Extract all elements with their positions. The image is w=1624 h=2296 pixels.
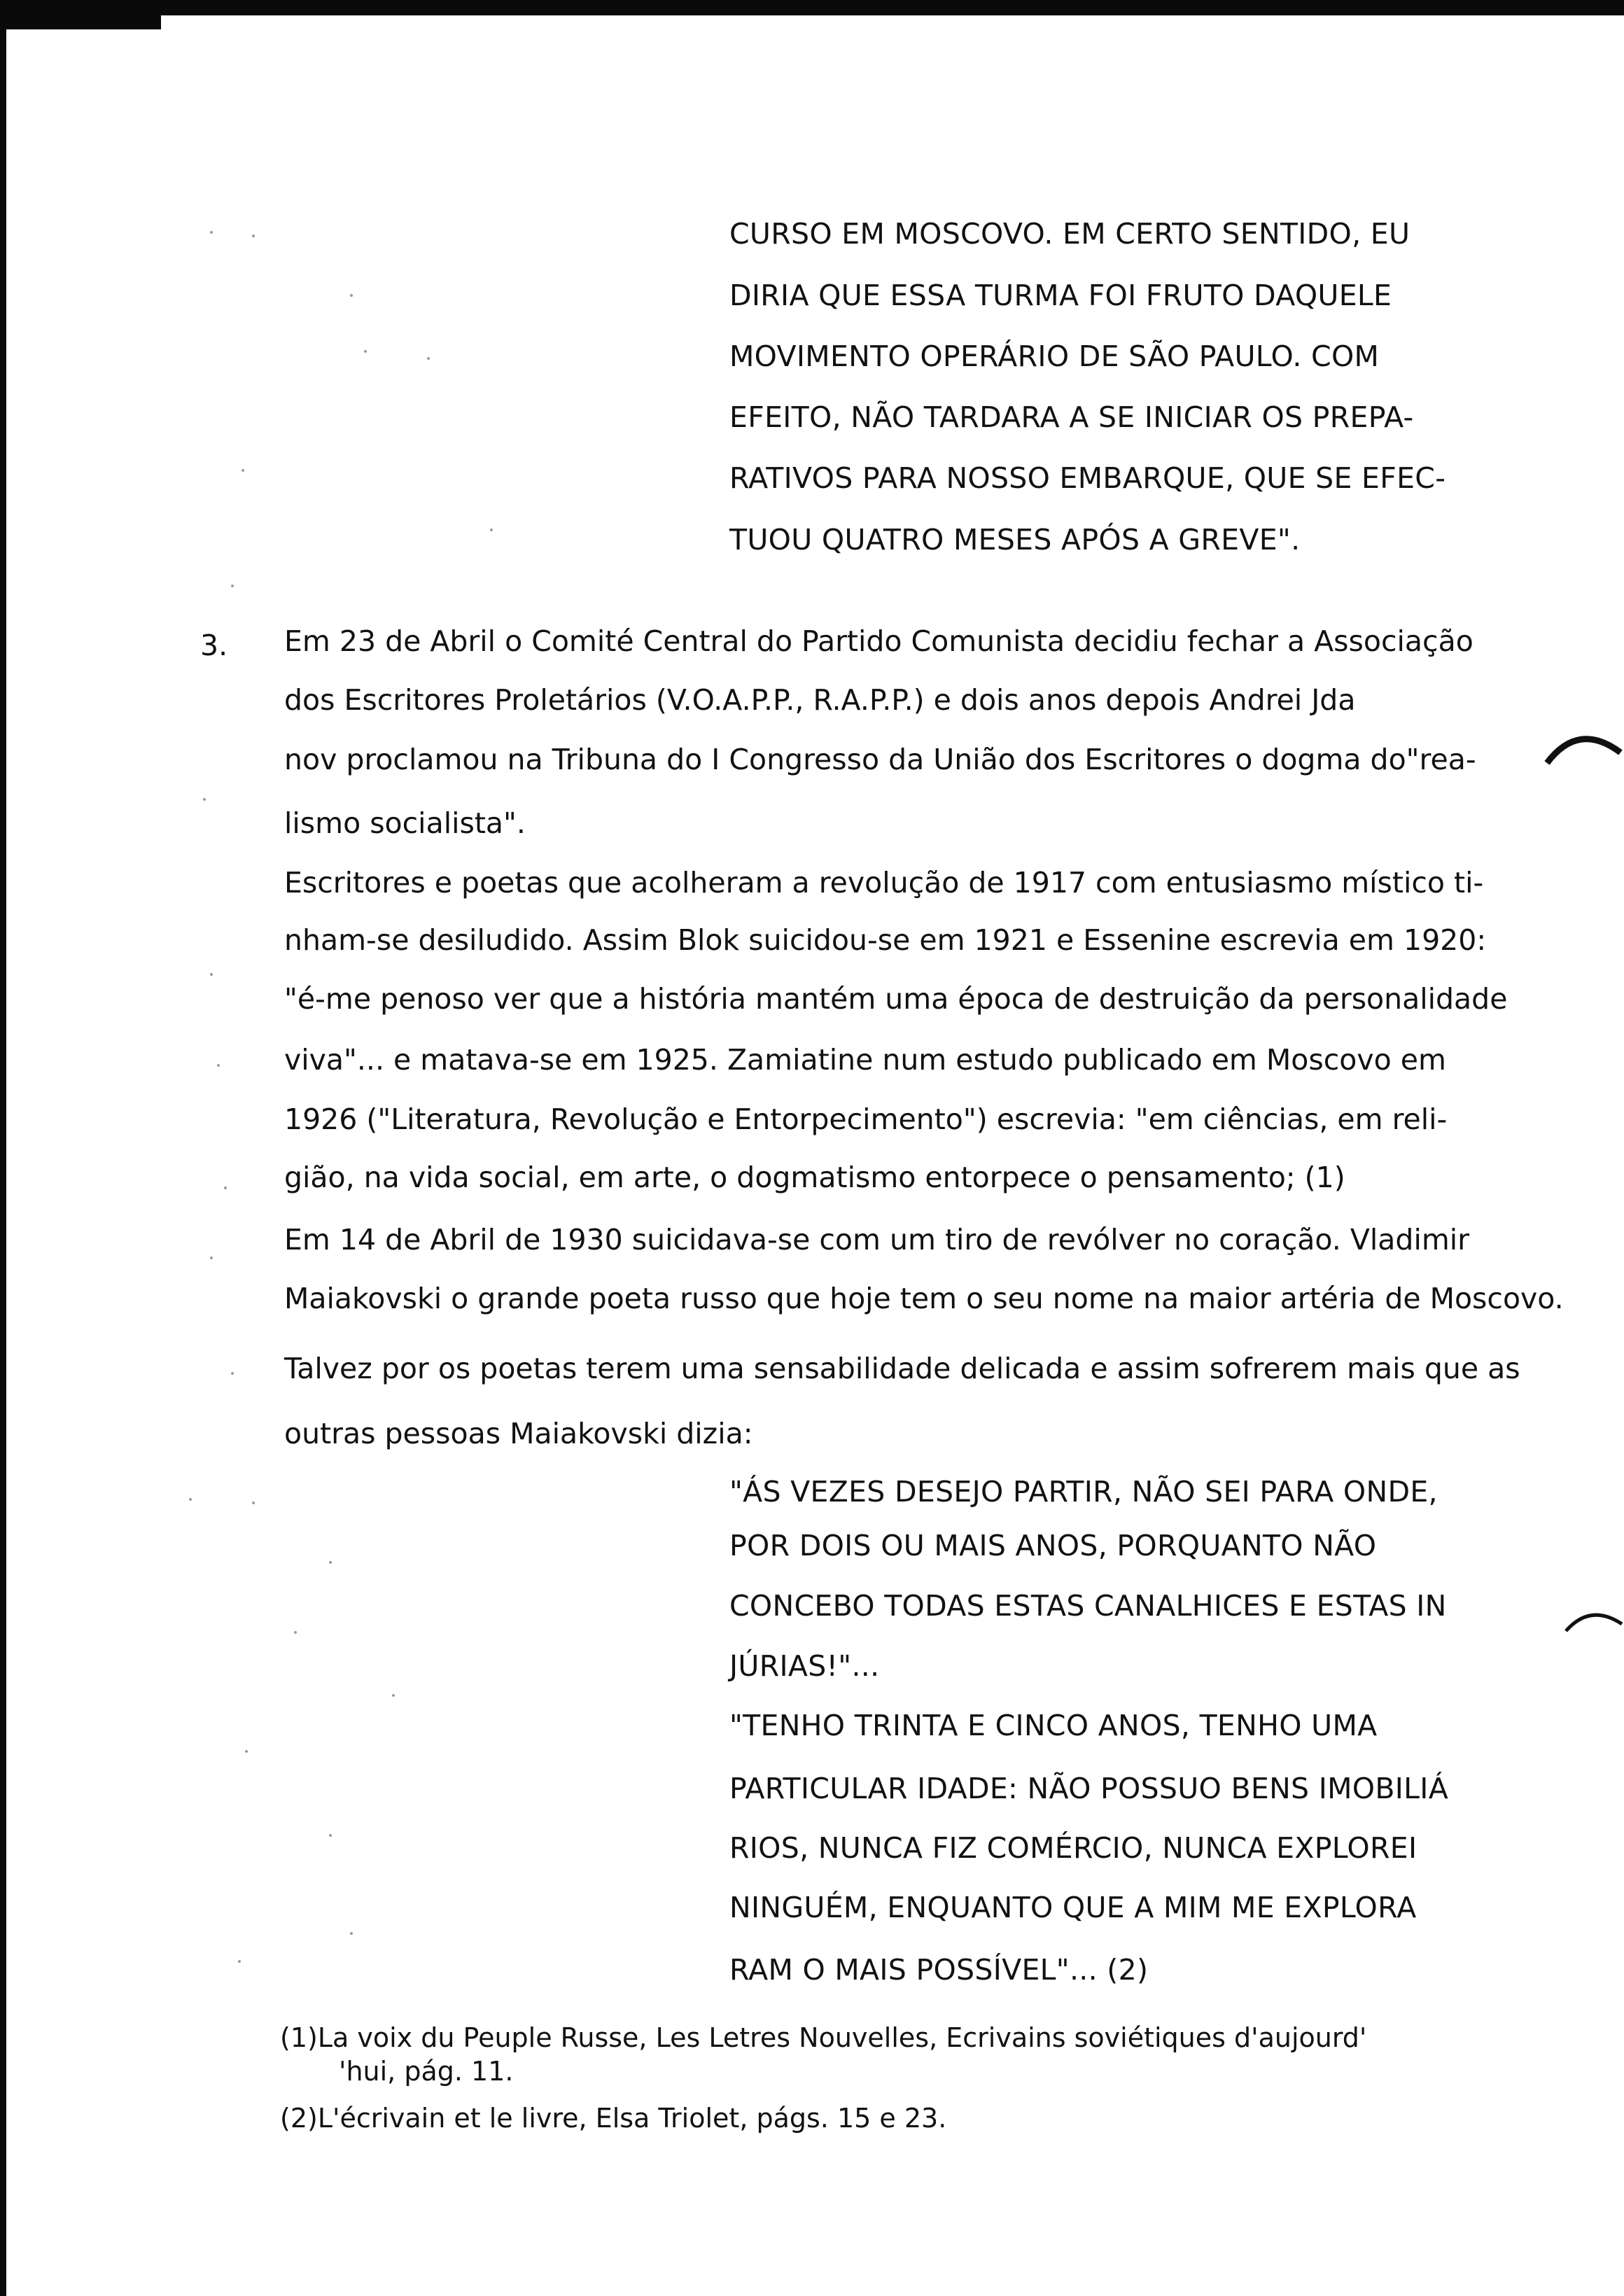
body-line: 1926 ("Literatura, Revolução e Entorpecimento") escrevia: "em ciências, em reli- [284,1102,1448,1136]
quote-bottom-line: "ÁS VEZES DESEJO PARTIR, NÃO SEI PARA ONDE, [729,1475,1438,1508]
scan-speck [210,231,213,234]
quote-top-line: RATIVOS PARA NOSSO EMBARQUE, QUE SE EFEC- [729,461,1446,495]
footnote-1: (1)La voix du Peuple Russe, Les Letres Nouvelles, Ecrivains soviétiques d'aujourd' [280,2022,1367,2053]
scan-speck [294,1631,297,1634]
quote-bottom-line: JÚRIAS!"... [729,1649,880,1683]
scan-speck [329,1561,332,1564]
page-top-border [0,0,1624,15]
footnote-1-continued: 'hui, pág. 11. [339,2056,514,2087]
page-left-border [0,0,6,2296]
body-line: lismo socialista". [284,806,526,840]
scan-speck [241,469,244,472]
body-line: Maiakovski o grande poeta russo que hoje tem o seu nome na maior artéria de Moscovo. [284,1282,1564,1315]
scan-speck [329,1834,332,1837]
scan-speck [224,1186,227,1189]
quote-bottom-line: NINGUÉM, ENQUANTO QUE A MIM ME EXPLORA [729,1891,1417,1924]
quote-bottom-line: POR DOIS OU MAIS ANOS, PORQUANTO NÃO [729,1529,1377,1562]
quote-top-line: EFEITO, NÃO TARDARA A SE INICIAR OS PREPA- [729,400,1414,434]
scan-speck [490,528,493,531]
scan-speck [350,1932,353,1935]
scan-speck [364,350,367,353]
margin-arc-mark [1544,721,1624,777]
body-line: nham-se desiludido. Assim Blok suicidou-se em 1921 e Essenine escrevia em 1920: [284,923,1487,957]
scan-speck [203,798,206,801]
body-line: nov proclamou na Tribuna do I Congresso da União dos Escritores o dogma do"rea- [284,743,1476,776]
scan-speck [210,973,213,976]
scan-speck [238,1960,241,1963]
scan-speck [231,584,234,587]
scan-speck [252,234,255,237]
quote-bottom-line: PARTICULAR IDADE: NÃO POSSUO BENS IMOBILIÁ [729,1772,1449,1805]
body-line: viva"... e matava-se em 1925. Zamiatine num estudo publicado em Moscovo em [284,1043,1446,1077]
scan-speck [392,1694,395,1697]
body-line: gião, na vida social, em arte, o dogmatismo entorpece o pensamento; (1) [284,1161,1345,1194]
body-line: dos Escritores Proletários (V.O.A.P.P., R.A.P.P.) e dois anos depois Andrei Jda [284,683,1356,717]
quote-bottom-line: RIOS, NUNCA FIZ COMÉRCIO, NUNCA EXPLOREI [729,1831,1418,1865]
quote-bottom-line: RAM O MAIS POSSÍVEL"... (2) [729,1953,1149,1987]
scan-speck [231,1372,234,1375]
quote-top-line: CURSO EM MOSCOVO. EM CERTO SENTIDO, EU [729,217,1410,251]
page-top-border-notch [0,15,161,29]
section-number: 3. [200,629,228,662]
scan-speck [210,1256,213,1259]
body-line: Talvez por os poetas terem uma sensabilidade delicada e assim sofrerem mais que as [284,1352,1520,1385]
footnote-2: (2)L'écrivain et le livre, Elsa Triolet, págs. 15 e 23. [280,2103,947,2134]
scan-speck [350,294,353,297]
quote-top-line: TUOU QUATRO MESES APÓS A GREVE". [729,523,1301,556]
quote-top-line: MOVIMENTO OPERÁRIO DE SÃO PAULO. COM [729,340,1380,373]
quote-bottom-line: CONCEBO TODAS ESTAS CANALHICES E ESTAS IN [729,1589,1447,1623]
body-line: Em 14 de Abril de 1930 suicidava-se com um tiro de revólver no coração. Vladimir [284,1223,1470,1256]
body-line: Escritores e poetas que acolheram a revolução de 1917 com entusiasmo místico ti- [284,866,1484,899]
quote-top-line: DIRIA QUE ESSA TURMA FOI FRUTO DAQUELE [729,279,1392,312]
scan-speck [189,1498,192,1501]
scan-speck [427,357,430,360]
body-line: "é-me penoso ver que a história mantém uma época de destruição da personalidade [284,982,1508,1016]
margin-arc-mark [1562,1600,1624,1642]
scan-speck [252,1502,255,1504]
scan-speck [245,1750,248,1753]
scan-speck [217,1064,220,1067]
body-line: outras pessoas Maiakovski dizia: [284,1417,753,1450]
quote-bottom-line: "TENHO TRINTA E CINCO ANOS, TENHO UMA [729,1709,1378,1742]
body-line: Em 23 de Abril o Comité Central do Partido Comunista decidiu fechar a Associação [284,624,1474,658]
